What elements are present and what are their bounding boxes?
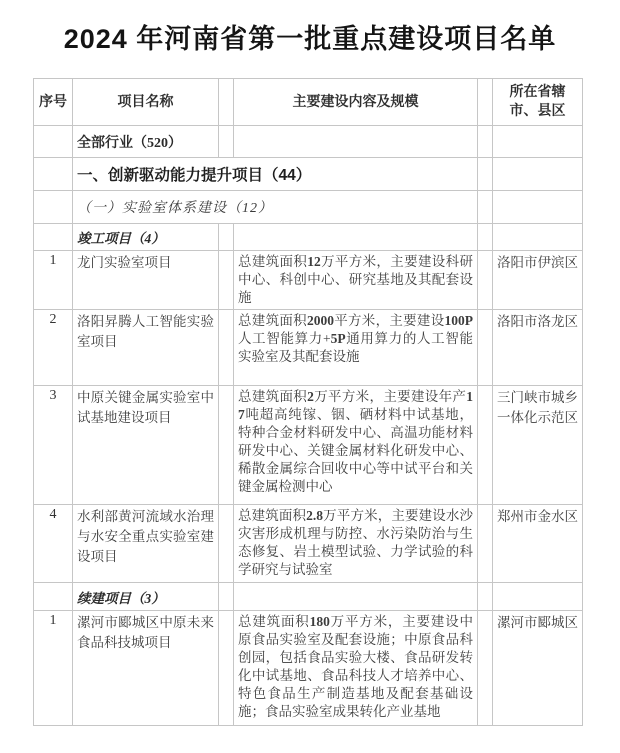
spacer-cell [219, 310, 234, 386]
table-row-status-completed [34, 224, 583, 251]
spacer-cell [219, 505, 234, 583]
project-name-cell: 中原关键金属实验室中试基地建设项目 [73, 386, 219, 505]
location-cell: 洛阳市洛龙区 [493, 310, 583, 386]
status-label: 竣工项目（4） [73, 224, 219, 251]
serial-cell: 1 [34, 251, 73, 310]
projects-table [33, 78, 583, 726]
table-header-row [34, 79, 583, 126]
spacer-cell [219, 611, 234, 726]
table-row-project [34, 386, 583, 505]
subsection-label: （一）实验室体系建设（12） [73, 191, 478, 224]
table-row-all-industries [34, 126, 583, 158]
status-label: 续建项目（3） [73, 583, 219, 611]
project-name-cell: 洛阳昇腾人工智能实验室项目 [73, 310, 219, 386]
location-cell: 三门峡市城乡一体化示范区 [493, 386, 583, 505]
column-header-location: 所在省辖市、县区 [493, 79, 583, 126]
spacer-cell [478, 224, 493, 251]
spacer-cell [478, 79, 493, 126]
content-cell: 总建筑面积2.8万平方米，主要建设水沙灾害形成机理与防控、水污染防治与生态修复、岩土模型试验、力学试验的科学研究与试验室 [234, 505, 478, 583]
project-name-cell: 水利部黄河流域水治理与水安全重点实验室建设项目 [73, 505, 219, 583]
location-cell: 漯河市郾城区 [493, 611, 583, 726]
spacer-cell [478, 251, 493, 310]
location-cell: 洛阳市伊滨区 [493, 251, 583, 310]
serial-cell: 1 [34, 611, 73, 726]
serial-cell [34, 583, 73, 611]
section-label: 一、创新驱动能力提升项目（44） [73, 158, 478, 191]
spacer-cell [219, 79, 234, 126]
serial-cell [34, 158, 73, 191]
content-cell: 总建筑面积2000平方米，主要建设100P人工智能算力+5P通用算力的人工智能实验室及其配套设施 [234, 310, 478, 386]
column-header-content: 主要建设内容及规模 [234, 79, 478, 126]
content-cell [234, 583, 478, 611]
spacer-cell [478, 611, 493, 726]
serial-cell [34, 224, 73, 251]
serial-cell [34, 126, 73, 158]
content-cell: 总建筑面积2万平方米，主要建设年产17吨超高纯镓、铟、硒材料中试基地，特种合金材料研发中心、高温功能材料研发中心、关键金属材料化研发中心、稀散金属综合回收中心等中试平台和关键金属检测中心 [234, 386, 478, 505]
table-row-section [34, 158, 583, 191]
location-cell [493, 191, 583, 224]
project-name-cell: 龙门实验室项目 [73, 251, 219, 310]
serial-cell [34, 191, 73, 224]
spacer-cell [478, 386, 493, 505]
location-cell [493, 126, 583, 158]
spacer-cell [478, 583, 493, 611]
spacer-cell [478, 126, 493, 158]
spacer-cell [219, 251, 234, 310]
serial-cell: 2 [34, 310, 73, 386]
serial-cell: 3 [34, 386, 73, 505]
spacer-cell [478, 310, 493, 386]
table-row-project [34, 310, 583, 386]
table-row-status-continuing [34, 583, 583, 611]
location-cell [493, 583, 583, 611]
table-row-subsection [34, 191, 583, 224]
location-cell [493, 158, 583, 191]
document-title: 2024 年河南省第一批重点建设项目名单 [63, 24, 557, 54]
content-cell [234, 126, 478, 158]
spacer-cell [219, 583, 234, 611]
spacer-cell [219, 126, 234, 158]
spacer-cell [478, 191, 493, 224]
content-cell [234, 224, 478, 251]
spacer-cell [219, 386, 234, 505]
content-cell: 总建筑面积12万平方米，主要建设科研中心、科创中心、研究基地及其配套设施 [234, 251, 478, 310]
location-cell: 郑州市金水区 [493, 505, 583, 583]
column-header-serial: 序号 [34, 79, 73, 126]
group-label: 全部行业（520） [73, 126, 219, 158]
spacer-cell [219, 224, 234, 251]
project-name-cell: 漯河市郾城区中原未来食品科技城项目 [73, 611, 219, 726]
location-cell [493, 224, 583, 251]
content-cell: 总建筑面积180万平方米，主要建设中原食品实验室及配套设施；中原食品科创园，包括食品实验大楼、食品研发转化中试基地、食品科技人才培养中心、特色食品生产制造基地及配套基础设施；食品实验室成果转化产业基地 [234, 611, 478, 726]
table-row-project [34, 251, 583, 310]
column-header-project-name: 项目名称 [73, 79, 219, 126]
spacer-cell [478, 505, 493, 583]
table-row-project [34, 611, 583, 726]
table-row-project [34, 505, 583, 583]
serial-cell: 4 [34, 505, 73, 583]
spacer-cell [478, 158, 493, 191]
